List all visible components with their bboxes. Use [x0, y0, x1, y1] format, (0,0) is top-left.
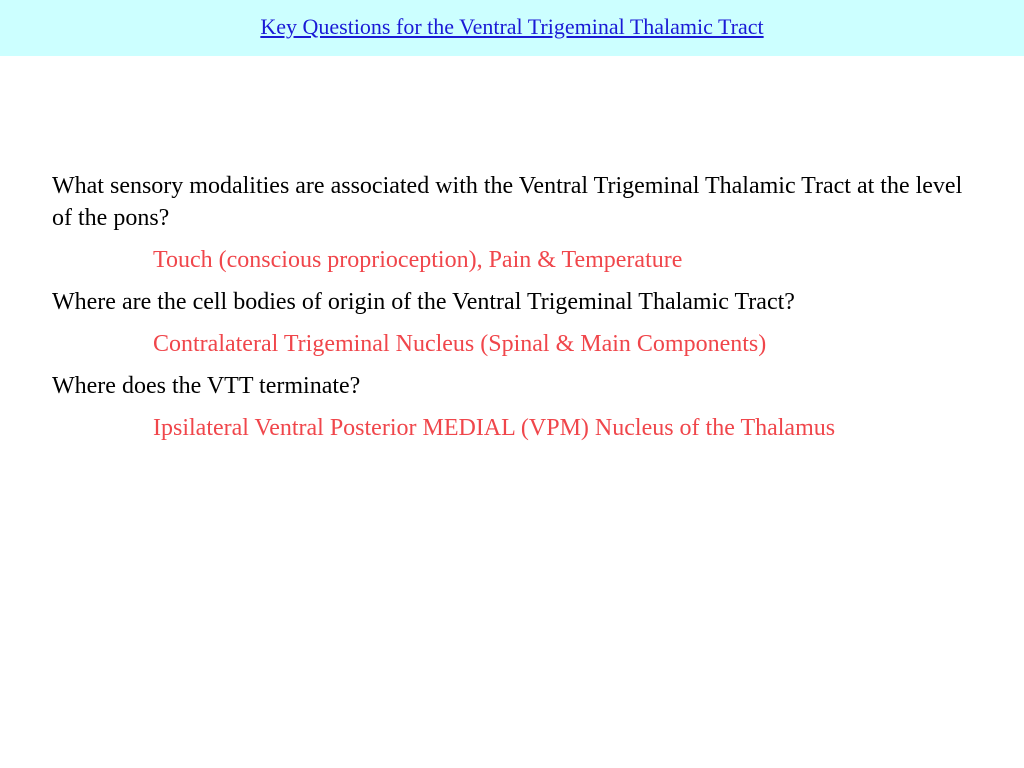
- answer-2: Contralateral Trigeminal Nucleus (Spinal & Main Components): [153, 331, 767, 357]
- qa-content: [52, 170, 972, 454]
- question-3: Where does the VTT terminate?: [52, 373, 361, 399]
- question-1: What sensory modalities are associated with the Ventral Trigeminal Thalamic Tract at the level of the pons?: [52, 173, 963, 231]
- answer-1: Touch (conscious proprioception), Pain & Temperature: [153, 247, 683, 273]
- page-title-link[interactable]: Key Questions for the Ventral Trigeminal Thalamic Tract: [260, 14, 764, 39]
- answer-3: Ipsilateral Ventral Posterior MEDIAL (VPM) Nucleus of the Thalamus: [153, 415, 836, 441]
- title-bar: [0, 0, 1024, 56]
- question-2: Where are the cell bodies of origin of the Ventral Trigeminal Thalamic Tract?: [52, 289, 795, 315]
